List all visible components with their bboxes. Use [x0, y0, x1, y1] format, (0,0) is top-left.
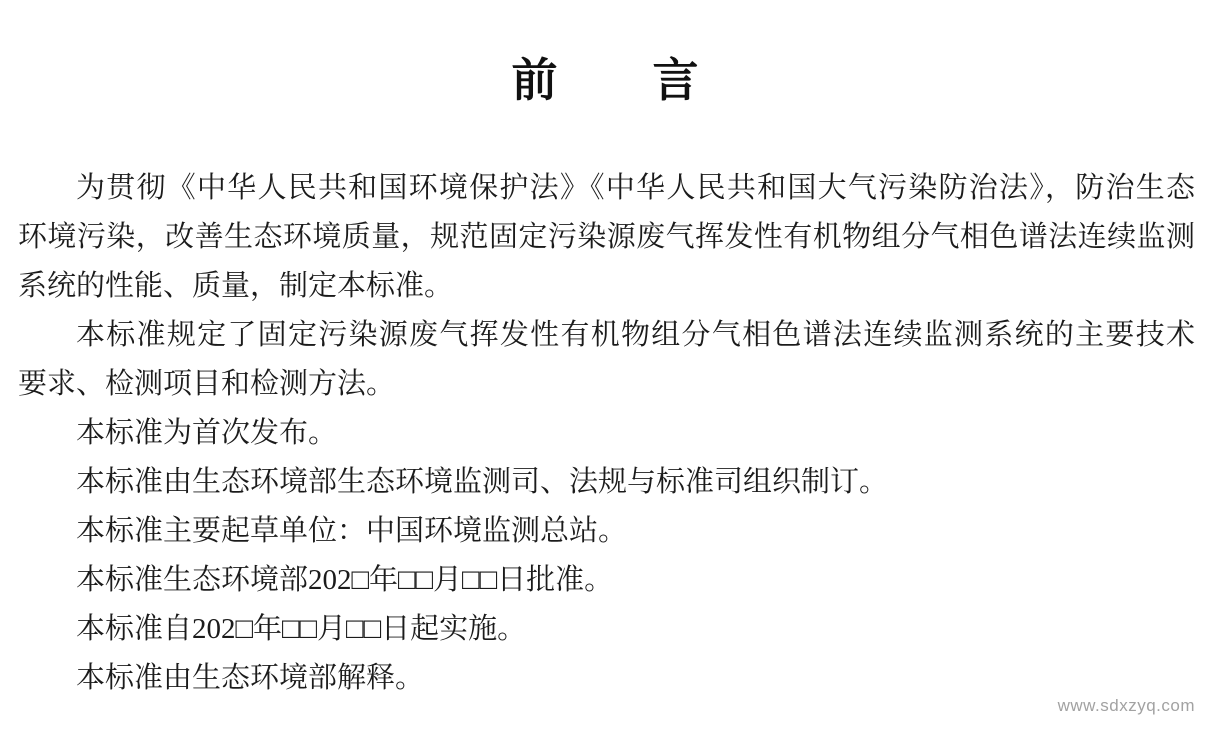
text-line: 系统的性能、质量，制定本标准。: [18, 270, 454, 302]
text-line: 本标准主要起草单位：中国环境监测总站。: [76, 515, 628, 547]
text-line: 本标准为首次发布。: [76, 417, 338, 449]
text-line: 为贯彻《中华人民共和国环境保护法》《中华人民共和国大气污染防治法》，防治生态: [76, 172, 1195, 204]
text-line: 本标准生态环境部202□年□□月□□日批准。: [76, 564, 614, 596]
paragraph: [18, 654, 1195, 703]
text-line: 本标准由生态环境部生态环境监测司、法规与标准司组织制订。: [76, 466, 889, 498]
paragraph: [18, 605, 1195, 654]
paragraph: [18, 556, 1195, 605]
paragraph: [18, 458, 1195, 507]
text-line: 本标准由生态环境部解释。: [76, 662, 425, 694]
text-line: 本标准自202□年□□月□□日起实施。: [76, 613, 527, 645]
watermark: www.sdxzyq.com: [1057, 696, 1195, 715]
document-body: [18, 164, 1195, 703]
text-line: 本标准规定了固定污染源废气挥发性有机物组分气相色谱法连续监测系统的主要技术: [76, 319, 1195, 351]
page-title: 前 言: [511, 54, 700, 106]
paragraph: [18, 311, 1195, 409]
paragraph: [18, 507, 1195, 556]
paragraph: [18, 164, 1195, 311]
text-line: 环境污染，改善生态环境质量，规范固定污染源废气挥发性有机物组分气相色谱法连续监测: [18, 221, 1195, 253]
paragraph: [18, 409, 1195, 458]
text-line: 要求、检测项目和检测方法。: [18, 368, 396, 400]
